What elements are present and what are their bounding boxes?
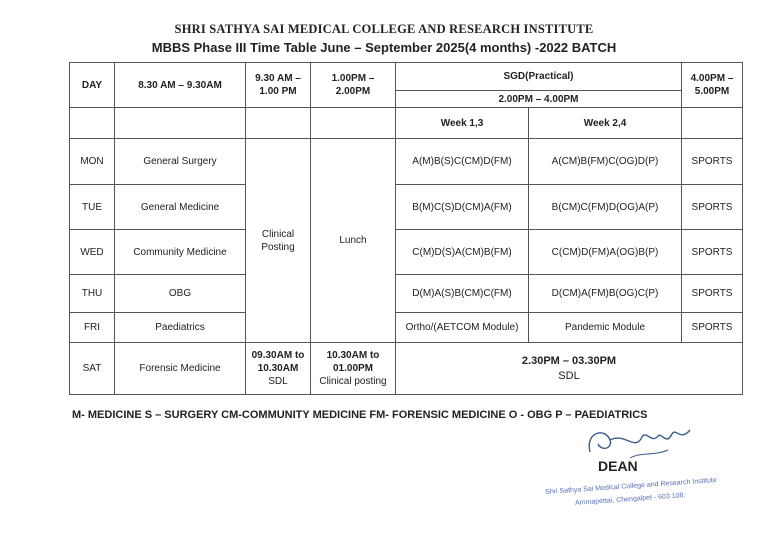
header-day: DAY [70, 63, 115, 108]
week24-cell: D(CM)A(FM)B(OG)C(P) [529, 275, 682, 313]
header-slot2: 9.30 AM – 1.00 PM [246, 63, 311, 108]
empty-cell [115, 108, 246, 139]
table-row [70, 275, 743, 313]
table-row [70, 313, 743, 343]
week13-cell: B(M)C(S)D(CM)A(FM) [396, 185, 529, 230]
day-cell: FRI [70, 313, 115, 343]
sat-afternoon-label: SDL [558, 369, 580, 382]
sat-slot2-label: SDL [268, 376, 288, 387]
header-sgd-time: 2.00PM – 4.00PM [396, 91, 682, 108]
header-slot3: 1.00PM – 2.00PM [311, 63, 396, 108]
header-sgd: SGD(Practical) [396, 63, 682, 91]
sports-cell: SPORTS [682, 230, 743, 275]
table-row [70, 343, 743, 395]
day-cell: THU [70, 275, 115, 313]
stamp-line-1: Shri Sathya Sai Medical College and Research Institute [544, 477, 718, 496]
week13-cell: Ortho/(AETCOM Module) [396, 313, 529, 343]
subject-abbreviation-key: M- MEDICINE S – SURGERY CM-COMMUNITY MEDICINE FM- FORENSIC MEDICINE O - OBG P – PAEDIATRICS [72, 409, 648, 421]
empty-cell [682, 108, 743, 139]
subject-cell: Forensic Medicine [115, 343, 246, 395]
sports-cell: SPORTS [682, 275, 743, 313]
sat-slot3-cell [311, 343, 396, 395]
empty-cell [311, 108, 396, 139]
sports-cell: SPORTS [682, 313, 743, 343]
sat-slot2-cell [246, 343, 311, 395]
week24-cell: B(CM)C(FM)D(OG)A(P) [529, 185, 682, 230]
day-cell: SAT [70, 343, 115, 395]
sat-slot3-label: Clinical posting [319, 376, 387, 387]
day-cell: WED [70, 230, 115, 275]
timetable-subtitle: MBBS Phase III Time Table June – September 2025(4 months) -2022 BATCH [151, 40, 617, 55]
week13-cell: C(M)D(S)A(CM)B(FM) [396, 230, 529, 275]
institute-title: SHRI SATHYA SAI MEDICAL COLLEGE AND RESEARCH INSTITUTE [174, 22, 594, 36]
empty-cell [70, 108, 115, 139]
subject-cell: OBG [115, 275, 246, 313]
week24-cell: A(CM)B(FM)C(OG)D(P) [529, 139, 682, 185]
table-row [70, 139, 743, 185]
day-cell: MON [70, 139, 115, 185]
sat-slot2-time: 09.30AM to 10.30AM [251, 350, 305, 374]
empty-cell [246, 108, 311, 139]
sat-afternoon-cell [396, 343, 743, 395]
clinical-posting-cell: Clinical Posting [246, 139, 311, 343]
sat-afternoon-time: 2.30PM – 03.30PM [521, 355, 617, 368]
header-week-2-4: Week 2,4 [529, 108, 682, 139]
week24-cell: Pandemic Module [529, 313, 682, 343]
week13-cell: A(M)B(S)C(CM)D(FM) [396, 139, 529, 185]
header-slot1: 8.30 AM – 9.30AM [115, 63, 246, 108]
header-slot5: 4.00PM – 5.00PM [682, 63, 743, 108]
subject-cell: Community Medicine [115, 230, 246, 275]
week24-cell: C(CM)D(FM)A(OG)B(P) [529, 230, 682, 275]
subject-cell: Paediatrics [115, 313, 246, 343]
sports-cell: SPORTS [682, 185, 743, 230]
dean-label: DEAN [598, 458, 638, 474]
stamp-line-2: Ammapettai, Chengalpet - 603 108. [574, 492, 686, 507]
timetable [69, 62, 743, 395]
header-week-1-3: Week 1,3 [396, 108, 529, 139]
sat-slot3-time: 10.30AM to 01.00PM [326, 350, 380, 374]
week13-cell: D(M)A(S)B(CM)C(FM) [396, 275, 529, 313]
subject-cell: General Medicine [115, 185, 246, 230]
table-row [70, 230, 743, 275]
sports-cell: SPORTS [682, 139, 743, 185]
subject-cell: General Surgery [115, 139, 246, 185]
table-row [70, 185, 743, 230]
lunch-cell: Lunch [311, 139, 396, 343]
day-cell: TUE [70, 185, 115, 230]
